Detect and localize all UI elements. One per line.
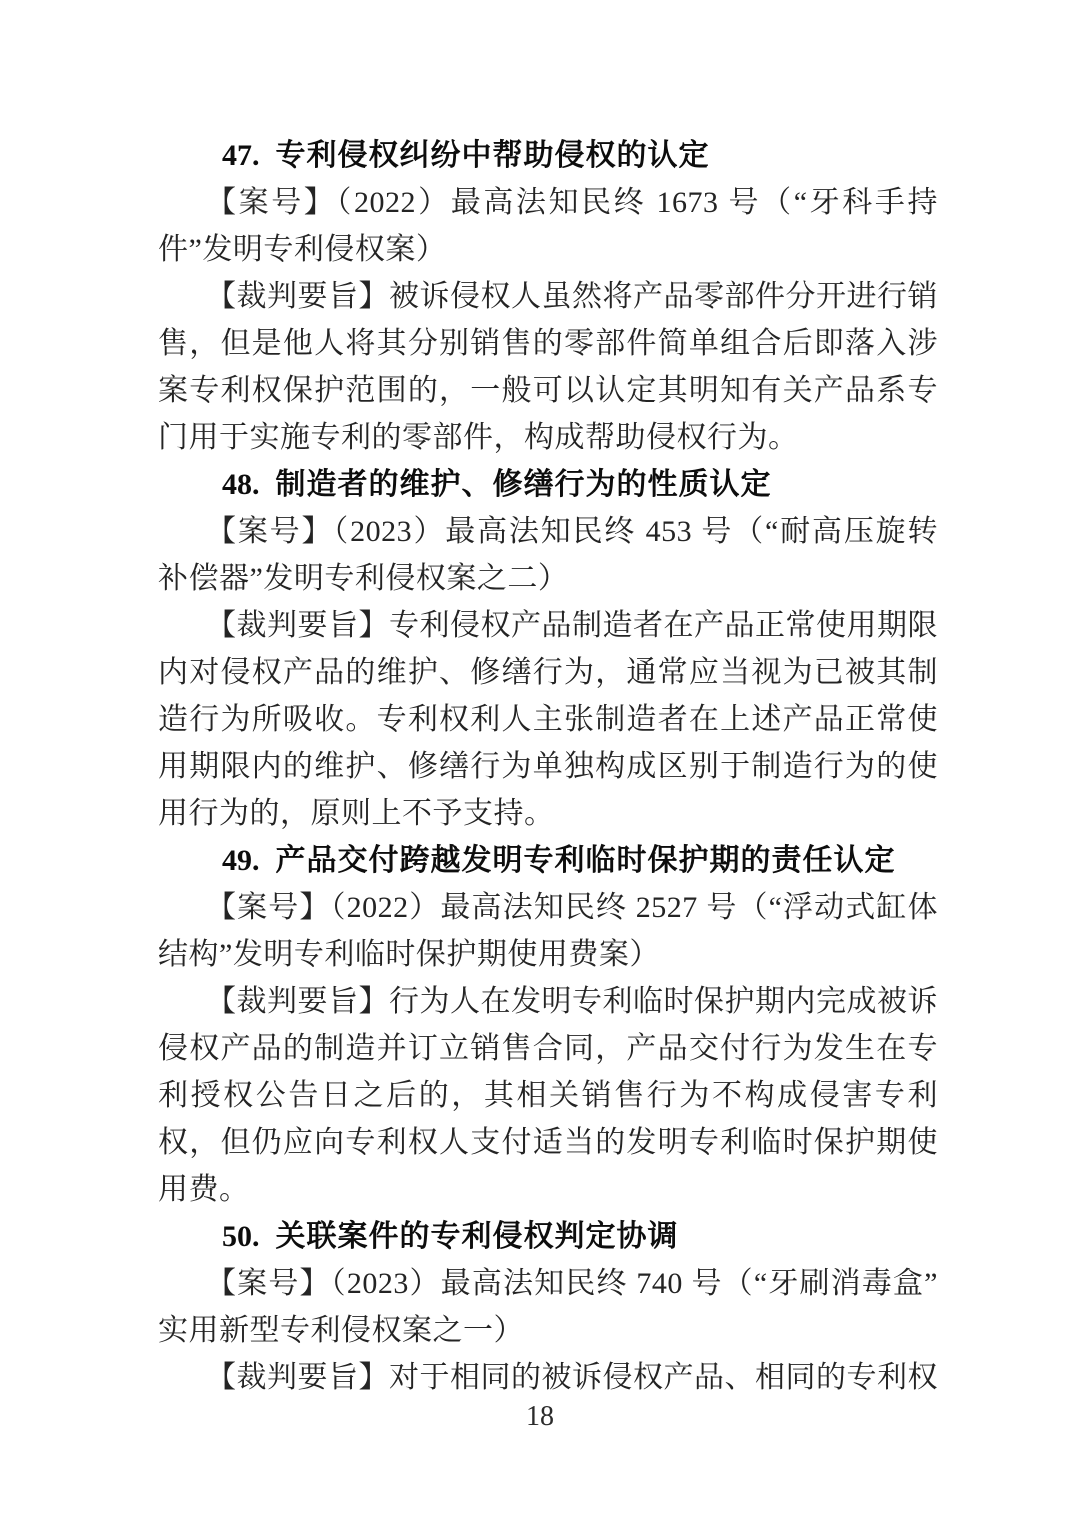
- document-content: [158, 132, 938, 1401]
- holding-paragraph: 【裁判要旨】专利侵权产品制造者在产品正常使用期限内对侵权产品的维护、修缮行为，通常应当视为已被其制造行为所吸收。专利权利人主张制造者在上述产品正常使用期限内的维护、修缮行为单独构成区别于制造行为的使用行为的，原则上不予支持。: [158, 609, 938, 830]
- case-number-paragraph: 【案号】（2023）最高法知民终 453 号（“耐高压旋转补偿器”发明专利侵权案之二）: [158, 515, 938, 595]
- holding-paragraph: 【裁判要旨】对于相同的被诉侵权产品、相同的专利权: [206, 1361, 938, 1394]
- page-number: 18: [526, 1401, 554, 1432]
- case-heading-title: 产品交付跨越发明专利临时保护期的责任认定: [275, 844, 896, 877]
- case-heading-number: 47.: [222, 139, 260, 172]
- case-section: [158, 132, 938, 461]
- case-heading-title: 专利侵权纠纷中帮助侵权的认定: [275, 139, 710, 172]
- holding-paragraph: 【裁判要旨】行为人在发明专利临时保护期内完成被诉侵权产品的制造并订立销售合同，产品交付行为发生在专利授权公告日之后的，其相关销售行为不构成侵害专利权，但仍应向专利权人支付适当的发明专利临时保护期使用费。: [158, 985, 938, 1206]
- case-heading: [158, 837, 938, 884]
- case-number-paragraph: 【案号】（2022）最高法知民终 1673 号（“牙科手持件”发明专利侵权案）: [158, 186, 938, 266]
- case-heading-number: 49.: [222, 844, 260, 877]
- holding-paragraph: 【裁判要旨】被诉侵权人虽然将产品零部件分开进行销售，但是他人将其分别销售的零部件简单组合后即落入涉案专利权保护范围的，一般可以认定其明知有关产品系专门用于实施专利的零部件，构成帮助侵权行为。: [158, 280, 938, 454]
- case-heading: [158, 461, 938, 508]
- case-number-paragraph: 【案号】（2022）最高法知民终 2527 号（“浮动式缸体结构”发明专利临时保护期使用费案）: [158, 891, 938, 971]
- case-heading-number: 48.: [222, 468, 260, 501]
- case-number-paragraph: 【案号】（2023）最高法知民终 740 号（“牙刷消毒盒”实用新型专利侵权案之一）: [158, 1267, 938, 1347]
- case-section: [158, 461, 938, 837]
- case-heading-number: 50.: [222, 1220, 260, 1253]
- case-section: [158, 837, 938, 1213]
- case-heading-title: 关联案件的专利侵权判定协调: [275, 1220, 679, 1253]
- case-section: [158, 1213, 938, 1401]
- case-heading: [158, 1213, 938, 1260]
- case-heading-title: 制造者的维护、修缮行为的性质认定: [275, 468, 772, 501]
- case-heading: [158, 132, 938, 179]
